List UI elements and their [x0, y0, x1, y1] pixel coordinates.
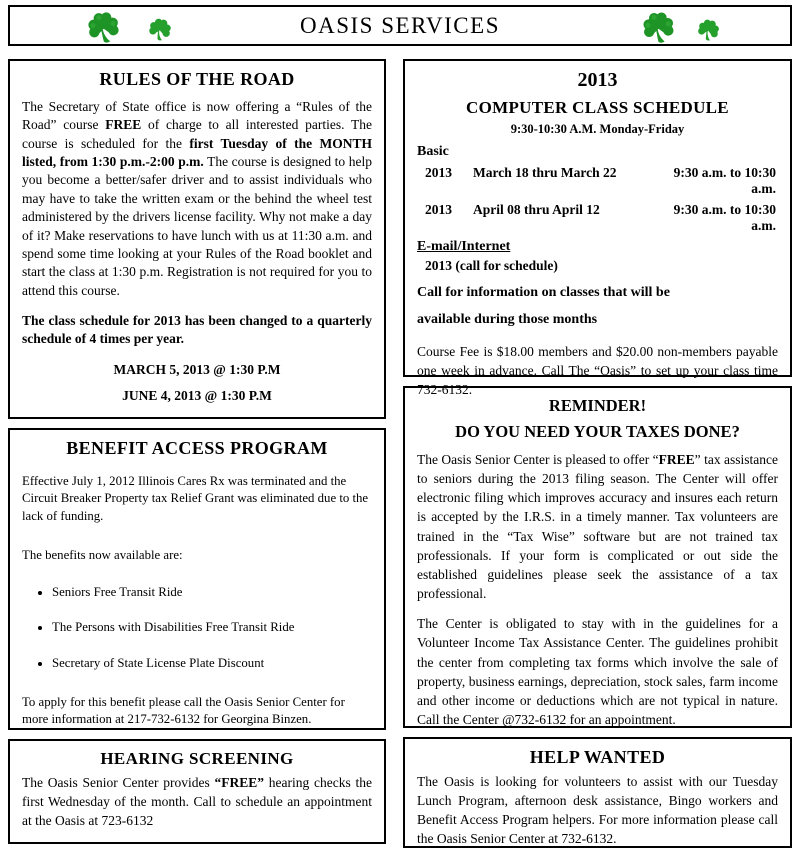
benefit-list-item: • Seniors Free Transit Ride: [52, 584, 372, 601]
computer-class-schedule-section: [403, 59, 792, 397]
shamrock-icon: [145, 13, 176, 46]
hearing-title: HEARING SCREENING: [100, 749, 294, 768]
computer-note-line2: available during those months: [417, 311, 598, 327]
benefit-paragraph-3: To apply for this benefit please call the Oasis Senior Center for more information at 217-732-6132 for Georgina Binzen.: [22, 694, 345, 727]
computer-email-internet-label: E-mail/Internet: [417, 239, 511, 254]
taxes-reminder-section: [403, 386, 792, 728]
shamrock-icon: [639, 6, 679, 49]
masthead: [8, 5, 792, 46]
schedule-row: [417, 165, 778, 197]
right-column: [403, 59, 792, 848]
benefit-paragraph-2: The benefits now available are:: [22, 547, 183, 562]
benefit-list-item: • The Persons with Disabilities Free Transit Ride: [52, 619, 372, 636]
schedule-year: 2013: [425, 165, 452, 180]
left-column: [8, 59, 386, 844]
computer-email-schedule-row: 2013 (call for schedule): [425, 258, 558, 273]
hearing-screening-section: [8, 739, 386, 844]
computer-fee-paragraph: Course Fee is $18.00 members and $20.00 non-members payable one week in advance. Call The “Oasis” to set up your class time 732-6132.: [417, 344, 778, 397]
benefit-list-item: • Secretary of State License Plate Discount: [52, 655, 372, 672]
rules-date-june: JUNE 4, 2013 @ 1:30 P.M: [122, 388, 272, 404]
schedule-dates: April 08 thru April 12: [473, 202, 600, 217]
schedule-row: [417, 202, 778, 234]
computer-subtitle: 9:30-10:30 A.M. Monday-Friday: [510, 122, 685, 136]
computer-year-heading: 2013: [577, 69, 618, 91]
rules-paragraph-2: The class schedule for 2013 has been changed to a quarterly schedule of 4 times per year.: [22, 312, 372, 347]
rules-title: RULES OF THE ROAD: [99, 69, 295, 89]
reminder-paragraph-2: The Center is obligated to stay with in the guidelines for a Volunteer Income Tax Assistance Center. The guidelines prohibit the center from completing tax forms which involve the sale of property, business earnings, depreciation, stock sales, farm income and other income or deductions which are not typical in nature. Call the Center @732-6132 for an appointment.: [417, 616, 778, 728]
help-wanted-title: HELP WANTED: [529, 747, 666, 767]
benefit-title: BENEFIT ACCESS PROGRAM: [66, 438, 328, 458]
page-title: OASIS SERVICES: [299, 12, 500, 38]
reminder-title: REMINDER!: [548, 396, 647, 415]
schedule-year: 2013: [425, 202, 452, 217]
reminder-paragraph-1: The Oasis Senior Center is pleased to offer “FREE” tax assistance to seniors during the 2013 filing season. The Center will offer electronic filing which improves accuracy and insures each return is accepted by the I.R.S. in a timely manner. Tax volunteers are trained in the “Tax Wise” software but are not trained tax professionals. If your form is complicated or out side the established guidelines please seek the assistance of a tax professional.: [417, 452, 779, 602]
computer-basic-label: Basic: [417, 144, 449, 159]
schedule-time: 9:30 a.m. to 10:30 a.m.: [673, 202, 776, 233]
benefit-paragraph-1: Effective July 1, 2012 Illinois Cares Rx was terminated and the Circuit Breaker Property tax Relief Grant was eliminated due to the lack of funding.: [22, 474, 369, 523]
computer-note: [417, 280, 778, 333]
benefit-access-program-section: [8, 428, 386, 730]
help-wanted-section: [403, 737, 792, 848]
computer-title: COMPUTER CLASS SCHEDULE: [466, 98, 729, 117]
content-columns: [8, 59, 792, 848]
computer-note-line1: Call for information on classes that will be: [417, 285, 670, 300]
schedule-dates: March 18 thru March 22: [473, 165, 617, 180]
rules-paragraph-1: The Secretary of State office is now offering a “Rules of the Road” course FREE of charge to all interested parties. The course is scheduled for the first Tuesday of the MONTH listed, from 1:30 p.m.-2:00 p.m. The course is designed to help you become a better/safer driver and to assist individuals who may have to take the written exam or the behind the wheel test administered by the drivers license facility. Why not make a day of it? Make reservations to have lunch with us at 11:30 a.m. and spend some time looking at your Rules of the Road booklet and start the class at 1:30 p.m. Registration is not required for you to attend this course.: [22, 99, 373, 298]
hearing-body: The Oasis Senior Center provides “FREE” hearing checks the first Wednesday of the month. Call to schedule an appointment at the Oasis at 723-6132: [22, 775, 372, 828]
rules-of-the-road-section: [8, 59, 386, 419]
rules-date-march: MARCH 5, 2013 @ 1:30 P.M: [113, 361, 281, 377]
schedule-time: 9:30 a.m. to 10:30 a.m.: [673, 165, 776, 196]
benefit-list: [22, 584, 372, 672]
reminder-subtitle: DO YOU NEED YOUR TAXES DONE?: [455, 422, 740, 441]
shamrock-icon: [693, 14, 723, 47]
help-wanted-body: The Oasis is looking for volunteers to assist with our Tuesday Lunch Program, afternoon desk assistance, Bingo workers and Benefit Access Program helpers. For more information please call the Oasis Senior Center at 732-6132.: [417, 774, 778, 847]
shamrock-icon: [83, 5, 124, 50]
